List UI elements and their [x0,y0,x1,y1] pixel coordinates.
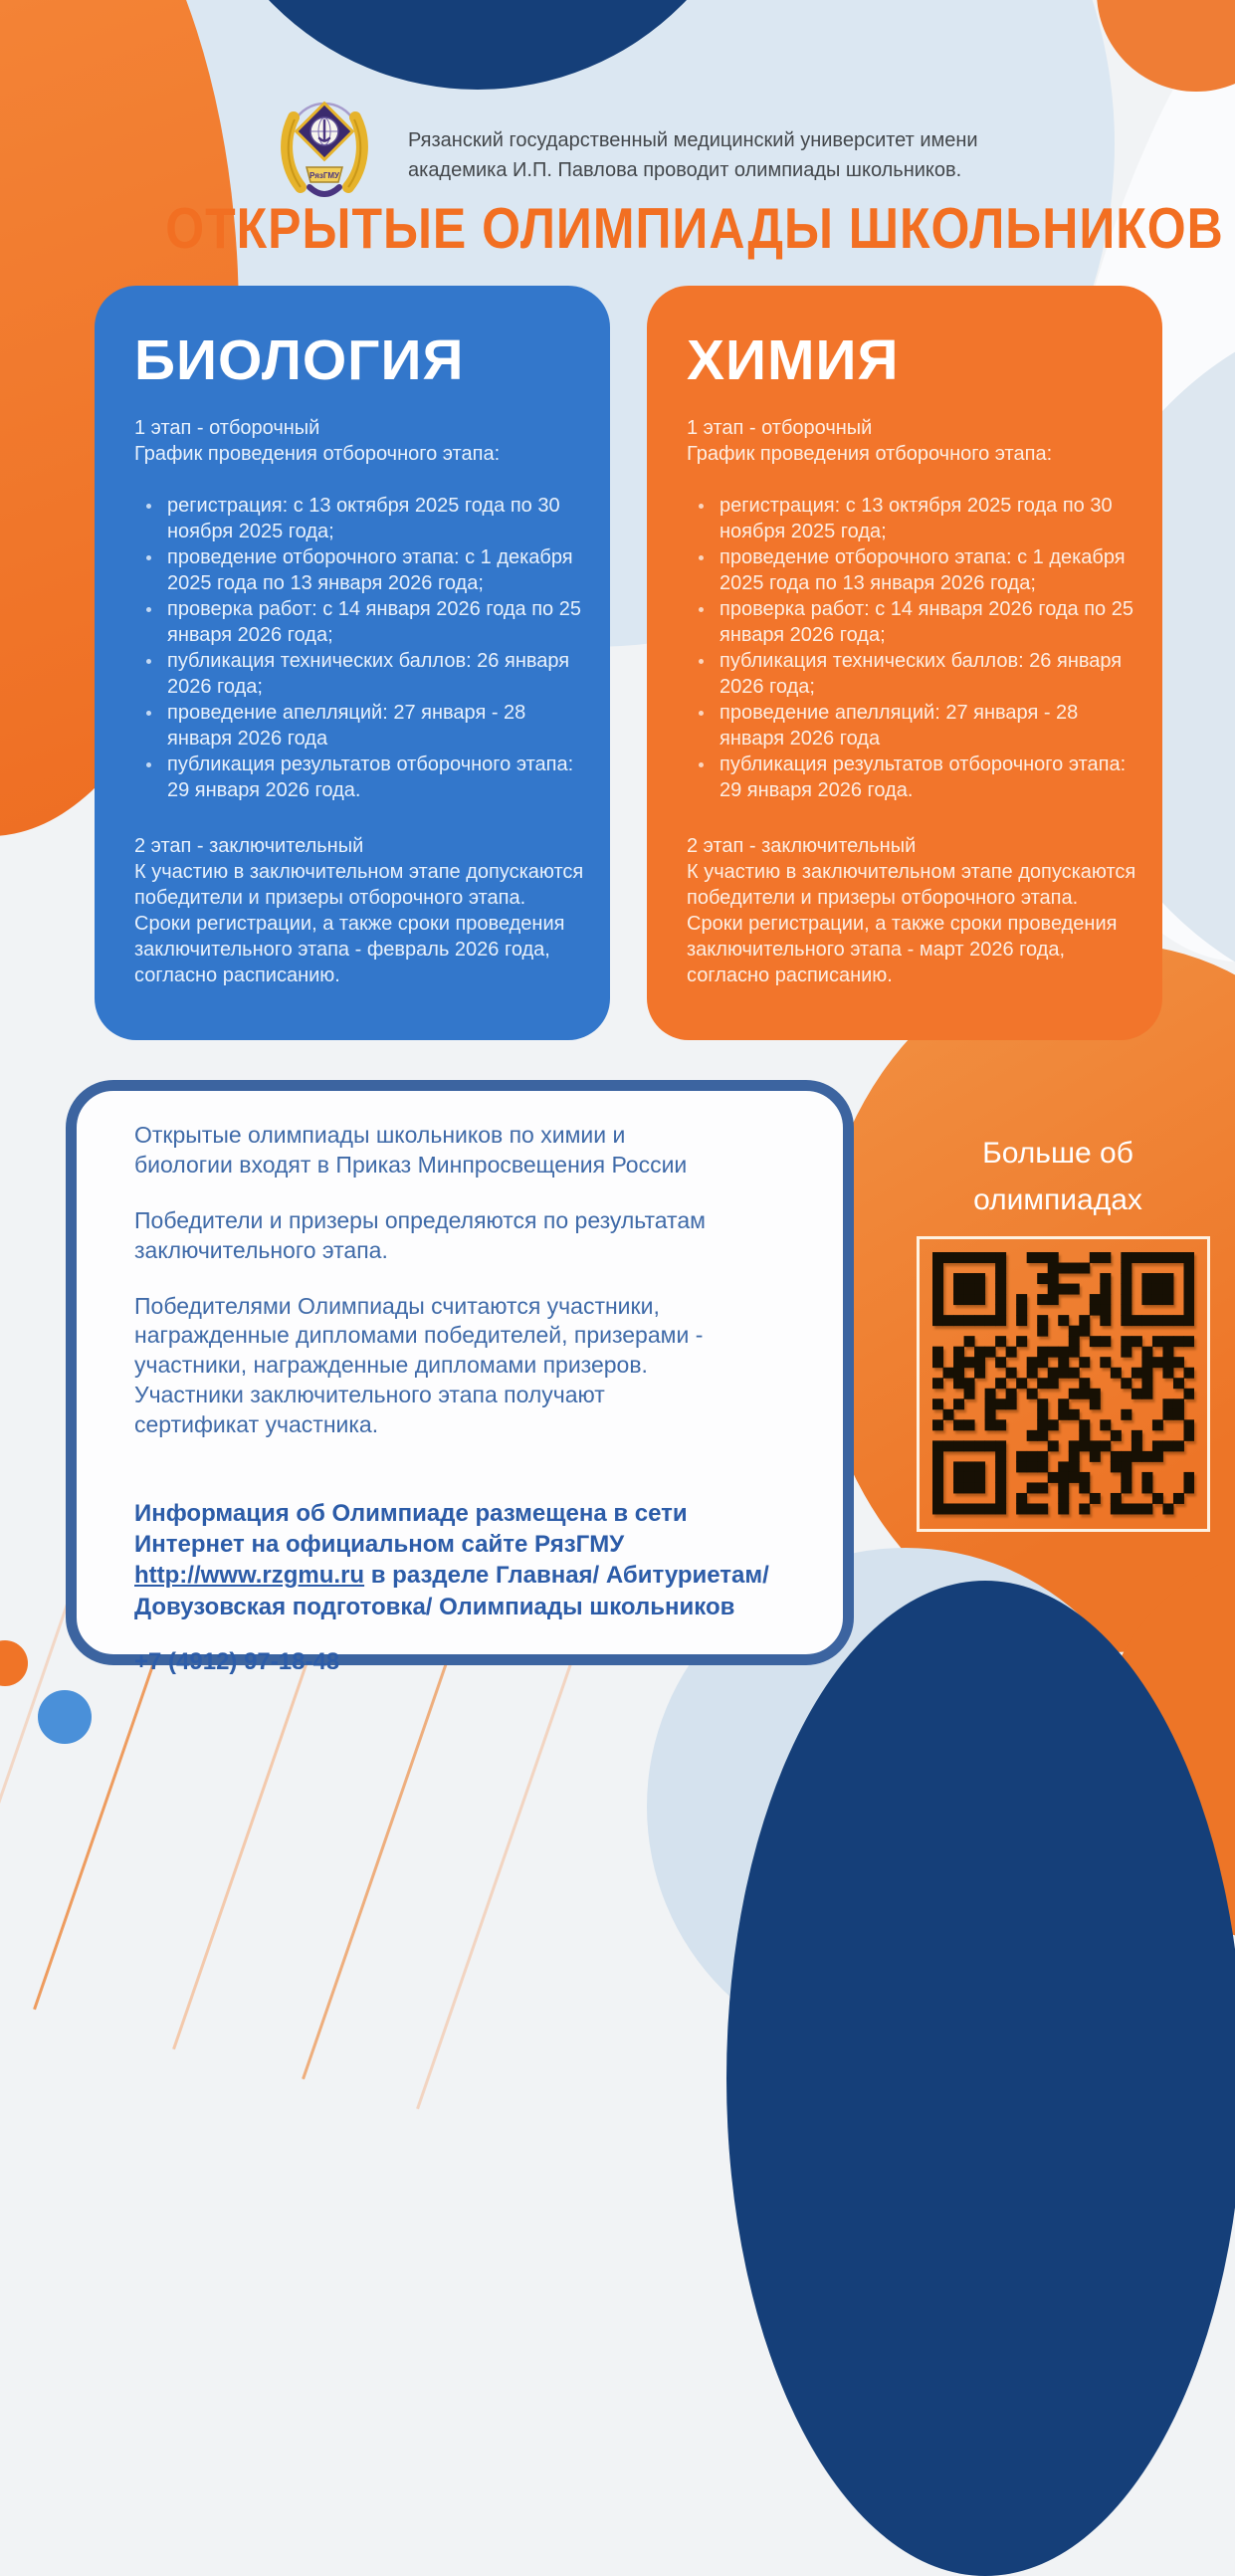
university-logo [277,90,372,203]
university-line1: Рязанский государственный медицинский университет имени [408,129,978,151]
qr-label-line2: олимпиадах [973,1182,1142,1216]
chemistry-stage2-text: К участию в заключительном этапе допускаются победители и призеры отборочного этапа. Сроки регистрации, а также сроки проведения заключительного этапа - март 2026 года, согласно расписанию. [687,861,1136,986]
schedule-item: проведение отборочного этапа: с 1 декабря 2025 года по 13 января 2026 года; [687,544,1136,596]
biology-stage1-subtitle: График проведения отборочного этапа: [134,443,501,465]
schedule-item: проверка работ: с 14 января 2026 года по 25 января 2026 года; [134,596,584,648]
info-bold-before-link: Информация об Олимпиаде размещена в сети Интернет на официальном сайте РязГМУ [134,1500,688,1559]
phone-number: +7 (4912) 97-18-48 [134,1647,340,1675]
info-bold-after-link: в разделе Главная/ Абитуриетам/ Довузовская подготовка/ Олимпиады школьников [134,1562,769,1620]
biology-card-title: БИОЛОГИЯ [134,328,465,392]
chemistry-card [647,286,1162,1040]
university-emblem-icon [277,90,372,203]
info-paragraph-3: Победителями Олимпиады считаются участники, награжденные дипломами победителей, призерами - участники, награжденные дипломами призеров. Участники заключительного этапа получают сертификат участника. [134,1292,704,1438]
poster-title: ОТКРЫТЫЕ ОЛИМПИАДЫ ШКОЛЬНИКОВ [165,196,1224,261]
biology-card [95,286,610,1040]
chemistry-schedule-list [687,493,1136,803]
chemistry-card-title: ХИМИЯ [687,328,900,392]
top-right-orange-circle [1097,0,1235,92]
small-blue-dot [38,1690,92,1744]
schedule-item: проведение апелляций: 27 января - 28 января 2026 года [134,700,584,751]
logo-caption: РязГМУ [309,171,340,180]
info-card [66,1080,854,1675]
schedule-item: проверка работ: с 14 января 2026 года по 25 января 2026 года; [687,596,1136,648]
biology-stage2-text: К участию в заключительном этапе допускаются победители и призеры отборочного этапа. Сроки регистрации, а также сроки проведения заключительного этапа - февраль 2026 года, согласно расписанию. [134,861,584,986]
schedule-item: проведение отборочного этапа: с 1 декабря 2025 года по 13 января 2026 года; [134,544,584,596]
qr-label-line1: Больше об [982,1137,1133,1170]
schedule-item: публикация технических баллов: 26 января 2026 года; [134,648,584,700]
biology-schedule-list [134,493,584,803]
schedule-item: публикация технических баллов: 26 января 2026 года; [687,648,1136,700]
bottom-navy-blob [726,1581,1235,2576]
website-link[interactable]: http://www.rzgmu.ru [134,1562,365,1590]
schedule-item: публикация результатов отборочного этапа: 29 января 2026 года. [687,751,1136,803]
qr-code-frame [917,1236,1210,1532]
info-paragraph-2: Победители и призеры определяются по результатам заключительного этапа. [134,1206,706,1263]
chemistry-stage1-title: 1 этап - отборочный [687,417,873,439]
info-paragraph-1: Открытые олимпиады школьников по химии и биологии входят в Приказ Минпросвещения России [134,1122,688,1178]
qr-code [932,1252,1194,1516]
biology-stage1-title: 1 этап - отборочный [134,417,320,439]
chemistry-stage2-title: 2 этап - заключительный [687,835,917,857]
chemistry-stage1-subtitle: График проведения отборочного этапа: [687,443,1053,465]
schedule-item: проведение апелляций: 27 января - 28 января 2026 года [687,700,1136,751]
info-website-text [134,1498,771,1622]
qr-section-label [909,1131,1207,1223]
university-description [408,125,978,185]
schedule-item: регистрация: с 13 октября 2025 года по 30 ноября 2025 года; [687,493,1136,544]
schedule-item: регистрация: с 13 октября 2025 года по 30 ноября 2025 года; [134,493,584,544]
university-line2: академика И.П. Павлова проводит олимпиады школьников. [408,159,962,181]
biology-stage2-title: 2 этап - заключительный [134,835,364,857]
schedule-item: публикация результатов отборочного этапа: 29 января 2026 года. [134,751,584,803]
small-orange-dot [0,1640,28,1686]
